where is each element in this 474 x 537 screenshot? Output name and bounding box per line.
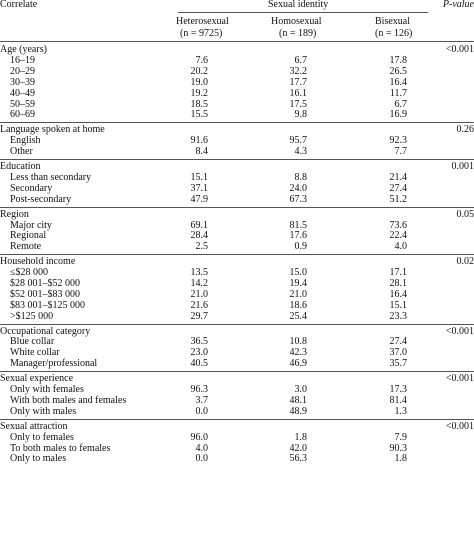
table-cell: 37.0 [389, 347, 407, 358]
table-cell: 0.9 [294, 241, 307, 252]
table-cell: 90.3 [389, 443, 407, 454]
col-header-heterosexual: Heterosexual [176, 16, 229, 27]
row-label: To both males to females [10, 443, 111, 454]
table-cell: 67.3 [289, 194, 307, 205]
table-cell: 4.0 [394, 241, 407, 252]
col-header-bisexual: Bisexual [375, 16, 410, 27]
row-label: Only with males [10, 406, 77, 417]
row-label: Less than secondary [10, 172, 92, 183]
p-value: <0.001 [445, 44, 474, 55]
table-cell: 25.4 [289, 311, 307, 322]
row-label: $28 001–$52 000 [10, 278, 80, 289]
col-n-homosexual: (n = 189) [279, 28, 317, 39]
table-cell: 17.1 [389, 267, 407, 278]
table-cell: 16.4 [389, 289, 407, 300]
table-cell: 48.1 [289, 395, 307, 406]
table-cell: 3.7 [195, 395, 208, 406]
table-cell: 27.4 [389, 336, 407, 347]
table-cell: 6.7 [294, 55, 307, 66]
table-cell: 26.5 [389, 66, 407, 77]
section-title: Household income [0, 256, 76, 267]
table-cell: 16.9 [389, 109, 407, 120]
table-cell: 15.5 [190, 109, 208, 120]
table-cell: 21.0 [289, 289, 307, 300]
table-cell: 4.0 [195, 443, 208, 454]
correlate-header: Correlate [0, 0, 38, 10]
row-label: 20–29 [10, 66, 35, 77]
table-cell: 69.1 [190, 220, 208, 231]
p-value: <0.001 [445, 326, 474, 337]
row-label: Secondary [10, 183, 53, 194]
table-cell: 42.0 [289, 443, 307, 454]
p-value: 0.05 [456, 209, 474, 220]
table-cell: 0.0 [195, 406, 208, 417]
table-cell: 9.8 [294, 109, 307, 120]
table-cell: 73.6 [389, 220, 407, 231]
col-n-bisexual: (n = 126) [375, 28, 413, 39]
row-label: Only to females [10, 432, 74, 443]
table-cell: 23.3 [389, 311, 407, 322]
table-cell: 56.3 [289, 453, 307, 464]
table-cell: 17.8 [389, 55, 407, 66]
row-label: $52 001–$83 000 [10, 289, 80, 300]
section-title: Language spoken at home [0, 124, 105, 135]
table-cell: 15.1 [389, 300, 407, 311]
table-cell: 4.3 [294, 146, 307, 157]
table-cell: 8.8 [294, 172, 307, 183]
table-cell: 10.8 [289, 336, 307, 347]
table-cell: 36.5 [190, 336, 208, 347]
row-label: 16–19 [10, 55, 35, 66]
row-label: 40–49 [10, 88, 35, 99]
section-rule [0, 159, 474, 160]
table-cell: 8.4 [195, 146, 208, 157]
row-label: 30–39 [10, 77, 35, 88]
row-label: Only to males [10, 453, 67, 464]
section-rule [0, 254, 474, 255]
table-cell: 81.5 [289, 220, 307, 231]
section-title: Education [0, 161, 41, 172]
table-cell: 32.2 [289, 66, 307, 77]
table-cell: 19.4 [289, 278, 307, 289]
row-label: Other [10, 146, 33, 157]
table-cell: 92.3 [389, 135, 407, 146]
spanner-rule [178, 12, 428, 13]
table-cell: 7.6 [195, 55, 208, 66]
table-cell: 1.8 [294, 432, 307, 443]
table-cell: 51.2 [389, 194, 407, 205]
table-cell: 35.7 [389, 358, 407, 369]
table-cell: 22.4 [389, 230, 407, 241]
table-cell: 21.4 [389, 172, 407, 183]
row-label: Only with females [10, 384, 84, 395]
table-cell: 24.0 [289, 183, 307, 194]
section-title: Sexual attraction [0, 421, 68, 432]
row-label: $83 001–$125 000 [10, 300, 85, 311]
col-header-homosexual: Homosexual [271, 16, 322, 27]
table-cell: 16.4 [389, 77, 407, 88]
section-title: Occupational category [0, 326, 91, 337]
table-cell: 29.7 [190, 311, 208, 322]
table-cell: 96.0 [190, 432, 208, 443]
table-cell: 46.9 [289, 358, 307, 369]
row-label: Manager/professional [10, 358, 98, 369]
section-rule [0, 371, 474, 372]
p-value: <0.001 [445, 421, 474, 432]
table-cell: 7.9 [394, 432, 407, 443]
table-cell: 91.6 [190, 135, 208, 146]
p-value: 0.001 [451, 161, 474, 172]
row-label: >$125 000 [10, 311, 54, 322]
section-title: Age (years) [0, 44, 47, 55]
table-cell: 1.8 [394, 453, 407, 464]
section-rule [0, 324, 474, 325]
row-label: Major city [10, 220, 52, 231]
table-cell: 15.1 [190, 172, 208, 183]
table-cell: 28.1 [389, 278, 407, 289]
table-cell: 19.0 [190, 77, 208, 88]
table-cell: 20.2 [190, 66, 208, 77]
row-label: English [10, 135, 41, 146]
table-cell: 6.7 [394, 99, 407, 110]
table-cell: 19.2 [190, 88, 208, 99]
table-cell: 17.6 [289, 230, 307, 241]
table-cell: 27.4 [389, 183, 407, 194]
table-cell: 21.0 [190, 289, 208, 300]
table-cell: 17.5 [289, 99, 307, 110]
row-label: 60–69 [10, 109, 35, 120]
p-value: <0.001 [445, 373, 474, 384]
table-cell: 13.5 [190, 267, 208, 278]
table-cell: 0.0 [195, 453, 208, 464]
section-rule [0, 207, 474, 208]
table-cell: 3.0 [294, 384, 307, 395]
section-title: Region [0, 209, 29, 220]
col-n-heterosexual: (n = 9725) [180, 28, 223, 39]
table-cell: 17.3 [389, 384, 407, 395]
table-cell: 15.0 [289, 267, 307, 278]
table-cell: 47.9 [190, 194, 208, 205]
table-cell: 17.7 [289, 77, 307, 88]
p-value-header: P-value [442, 0, 474, 10]
table-cell: 1.3 [394, 406, 407, 417]
table-cell: 7.7 [394, 146, 407, 157]
row-label: White collar [10, 347, 60, 358]
table-cell: 95.7 [289, 135, 307, 146]
row-label: Regional [10, 230, 47, 241]
p-value: 0.26 [456, 124, 474, 135]
p-value: 0.02 [456, 256, 474, 267]
table-cell: 18.5 [190, 99, 208, 110]
row-label: With both males and females [10, 395, 127, 406]
table-cell: 28.4 [190, 230, 208, 241]
table-cell: 16.1 [289, 88, 307, 99]
table-cell: 23.0 [190, 347, 208, 358]
row-label: 50–59 [10, 99, 35, 110]
section-title: Sexual experience [0, 373, 74, 384]
table-cell: 2.5 [195, 241, 208, 252]
table-cell: 14.2 [190, 278, 208, 289]
table-cell: 81.4 [389, 395, 407, 406]
header-rule [0, 41, 474, 42]
section-rule [0, 419, 474, 420]
row-label: Post-secondary [10, 194, 72, 205]
table-cell: 40.5 [190, 358, 208, 369]
table-cell: 21.6 [190, 300, 208, 311]
table-cell: 18.6 [289, 300, 307, 311]
table-cell: 42.3 [289, 347, 307, 358]
table-cell: 96.3 [190, 384, 208, 395]
row-label: ≤$28 000 [10, 267, 48, 278]
sexual-identity-header: Sexual identity [268, 0, 329, 10]
row-label: Blue collar [10, 336, 55, 347]
section-rule [0, 122, 474, 123]
table-cell: 48.9 [289, 406, 307, 417]
table-cell: 37.1 [190, 183, 208, 194]
row-label: Remote [10, 241, 42, 252]
table-cell: 11.7 [389, 88, 407, 99]
